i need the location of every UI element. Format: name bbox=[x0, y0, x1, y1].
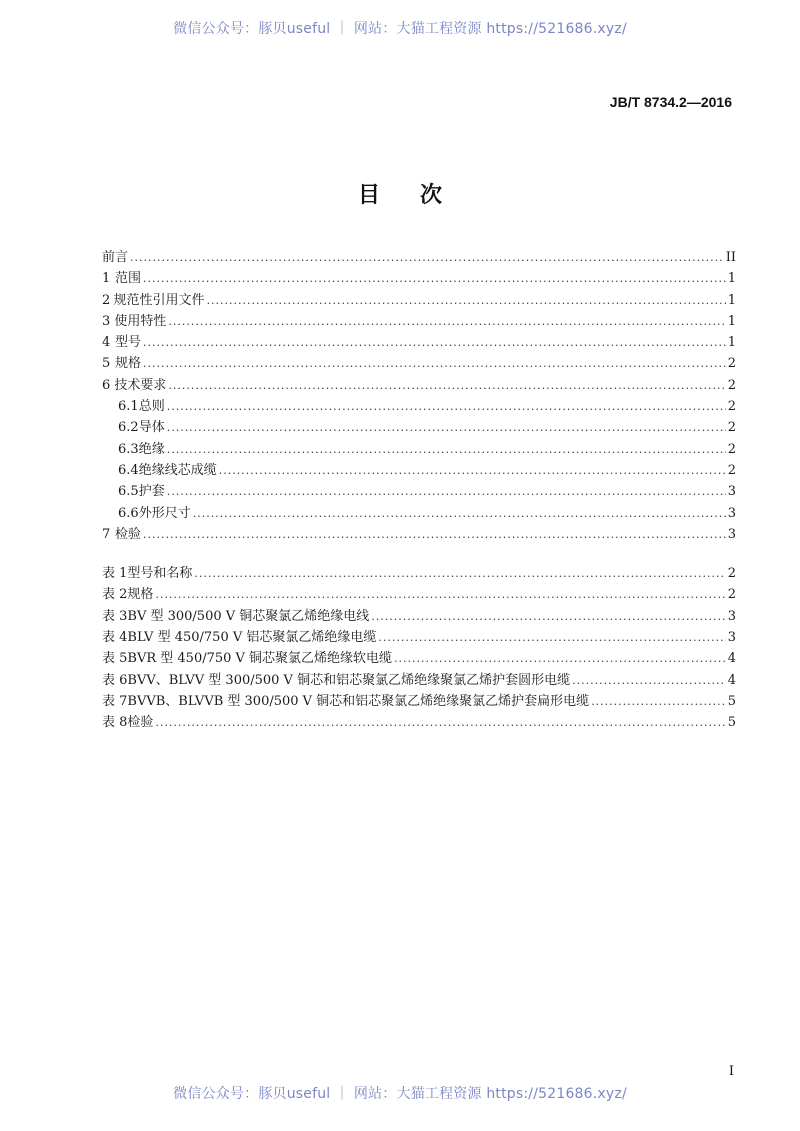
toc-leader-dots bbox=[572, 674, 726, 687]
toc-entry-number: 表 1 bbox=[102, 566, 128, 582]
page-number: I bbox=[728, 1064, 734, 1079]
toc-entry-number: 表 4 bbox=[102, 630, 128, 646]
toc-entry-label: 导体 bbox=[138, 420, 165, 436]
toc-leader-dots bbox=[207, 294, 726, 307]
toc-leader-dots bbox=[193, 507, 726, 520]
toc-entry-label: BVR 型 450/750 V 铜芯聚氯乙烯绝缘软电缆 bbox=[127, 651, 393, 667]
toc-entry-page: 3 bbox=[727, 526, 736, 542]
toc-entry-number: 1 bbox=[102, 271, 111, 287]
toc-entry[interactable] bbox=[102, 711, 736, 732]
toc-entry[interactable] bbox=[102, 416, 736, 437]
toc-entry-page: 1 bbox=[727, 335, 736, 351]
toc-entry-label: 规范性引用文件 bbox=[113, 292, 205, 308]
toc-entry[interactable] bbox=[102, 352, 736, 373]
toc-entry-number: 6.1 bbox=[118, 399, 139, 415]
toc-entry-number: 3 bbox=[102, 313, 111, 329]
toc-entry-label: 总则 bbox=[138, 399, 165, 415]
toc-entry[interactable] bbox=[102, 289, 736, 310]
toc-entry-number: 7 bbox=[102, 526, 111, 542]
toc-entry-page: 2 bbox=[727, 587, 736, 603]
toc-entry[interactable] bbox=[102, 331, 736, 352]
toc-entry-number: 5 bbox=[102, 356, 111, 372]
toc-entry[interactable] bbox=[102, 310, 736, 331]
toc-entry-number: 4 bbox=[102, 335, 111, 351]
toc-entry-label: 检验 bbox=[114, 526, 141, 542]
toc-entry-label: 范围 bbox=[114, 271, 141, 287]
toc-tables bbox=[102, 562, 736, 732]
toc-entry-label: 技术要求 bbox=[114, 377, 167, 393]
toc-entry-number: 6.3 bbox=[118, 441, 139, 457]
toc-leader-dots bbox=[591, 695, 726, 708]
toc-entry-number: 表 3 bbox=[102, 608, 128, 624]
toc-leader-dots bbox=[155, 588, 725, 601]
toc-entry-label: 外形尺寸 bbox=[138, 505, 191, 521]
toc-entry[interactable] bbox=[102, 562, 736, 583]
toc-entry-label: 型号 bbox=[114, 335, 141, 351]
standard-number: JB/T 8734.2—2016 bbox=[609, 94, 732, 110]
toc-entry-page: 2 bbox=[727, 356, 736, 372]
toc-entry-page: 3 bbox=[727, 630, 736, 646]
toc-entry-page: II bbox=[725, 250, 736, 265]
toc-entry[interactable] bbox=[102, 523, 736, 544]
toc-leader-dots bbox=[167, 485, 726, 498]
toc-entry-page: 2 bbox=[727, 462, 736, 478]
toc-leader-dots bbox=[155, 716, 725, 729]
toc-entry[interactable] bbox=[102, 605, 736, 626]
toc-leader-dots bbox=[394, 652, 726, 665]
toc-entry-number: 6.6 bbox=[118, 505, 139, 521]
page-title: 目次 bbox=[357, 183, 482, 208]
toc-sections bbox=[102, 246, 736, 544]
toc-leader-dots bbox=[194, 567, 725, 580]
toc-entry[interactable] bbox=[102, 647, 736, 668]
table-of-contents bbox=[102, 246, 736, 733]
toc-entry-label: 规格 bbox=[114, 356, 141, 372]
toc-entry-label: 规格 bbox=[127, 587, 154, 603]
toc-leader-dots bbox=[167, 421, 726, 434]
toc-entry[interactable] bbox=[102, 669, 736, 690]
toc-leader-dots bbox=[167, 400, 726, 413]
toc-entry-number: 2 bbox=[102, 292, 111, 308]
toc-leader-dots bbox=[143, 336, 726, 349]
toc-entry-page: 5 bbox=[727, 693, 736, 709]
toc-leader-dots bbox=[371, 610, 725, 623]
toc-leader-dots bbox=[167, 443, 726, 456]
toc-entry-page: 1 bbox=[727, 292, 736, 308]
toc-leader-dots bbox=[130, 251, 724, 264]
toc-entry-page: 1 bbox=[727, 313, 736, 329]
toc-entry-page: 2 bbox=[727, 377, 736, 393]
toc-leader-dots bbox=[219, 464, 726, 477]
toc-entry-label: 型号和名称 bbox=[127, 566, 193, 582]
toc-entry[interactable] bbox=[102, 438, 736, 459]
toc-entry[interactable] bbox=[102, 583, 736, 604]
toc-entry-page: 4 bbox=[727, 672, 736, 688]
toc-entry-number: 表 7 bbox=[102, 693, 128, 709]
toc-leader-dots bbox=[143, 272, 726, 285]
toc-entry-page: 3 bbox=[727, 505, 736, 521]
toc-entry-label: BVVB、BLVVB 型 300/500 V 铜芯和铝芯聚氯乙烯绝缘聚氯乙烯护套扁形电缆 bbox=[127, 693, 590, 709]
toc-entry[interactable] bbox=[102, 502, 736, 523]
toc-leader-dots bbox=[143, 528, 726, 541]
toc-entry-number: 表 5 bbox=[102, 651, 128, 667]
toc-entry[interactable] bbox=[102, 480, 736, 501]
toc-entry[interactable] bbox=[102, 374, 736, 395]
toc-entry-number: 6 bbox=[102, 377, 111, 393]
toc-entry-label: BVV、BLVV 型 300/500 V 铜芯和铝芯聚氯乙烯绝缘聚氯乙烯护套圆形电缆 bbox=[127, 672, 571, 688]
toc-entry-number: 表 6 bbox=[102, 672, 128, 688]
toc-entry-page: 2 bbox=[727, 441, 736, 457]
toc-entry[interactable] bbox=[102, 246, 736, 267]
toc-entry-label: 使用特性 bbox=[114, 313, 167, 329]
toc-leader-dots bbox=[168, 379, 725, 392]
toc-entry-page: 3 bbox=[727, 608, 736, 624]
toc-entry-number: 表 2 bbox=[102, 587, 128, 603]
toc-entry-number: 6.2 bbox=[118, 420, 139, 436]
toc-entry-label: 绝缘 bbox=[138, 441, 165, 457]
toc-entry-page: 5 bbox=[727, 715, 736, 731]
toc-entry-label: 护套 bbox=[138, 484, 165, 500]
toc-entry-label: 绝缘线芯成缆 bbox=[138, 462, 217, 478]
toc-entry-page: 2 bbox=[727, 399, 736, 415]
toc-entry[interactable] bbox=[102, 267, 736, 288]
toc-entry-label: BLV 型 450/750 V 铝芯聚氯乙烯绝缘电缆 bbox=[127, 630, 377, 646]
toc-entry[interactable] bbox=[102, 459, 736, 480]
toc-entry[interactable] bbox=[102, 626, 736, 647]
toc-entry-page: 4 bbox=[727, 651, 736, 667]
toc-entry-number: 6.4 bbox=[118, 462, 139, 478]
watermark-top: 微信公众号：豚贝useful ｜ 网站：大猫工程资源 https://521686.xyz/ bbox=[173, 21, 627, 37]
toc-entry-page: 3 bbox=[727, 484, 736, 500]
toc-entry-number: 6.5 bbox=[118, 484, 139, 500]
toc-entry-label: 检验 bbox=[127, 715, 154, 731]
toc-entry-page: 1 bbox=[727, 271, 736, 287]
toc-leader-dots bbox=[378, 631, 725, 644]
toc-entry-label: 前言 bbox=[102, 250, 129, 265]
toc-leader-dots bbox=[168, 315, 725, 328]
toc-entry-page: 2 bbox=[727, 566, 736, 582]
toc-entry-label: BV 型 300/500 V 铜芯聚氯乙烯绝缘电线 bbox=[127, 608, 370, 624]
toc-entry[interactable] bbox=[102, 395, 736, 416]
toc-entry-page: 2 bbox=[727, 420, 736, 436]
watermark-bottom: 微信公众号：豚贝useful ｜ 网站：大猫工程资源 https://521686.xyz/ bbox=[173, 1086, 627, 1102]
toc-separator bbox=[102, 544, 736, 562]
toc-leader-dots bbox=[143, 357, 726, 370]
toc-entry[interactable] bbox=[102, 690, 736, 711]
toc-entry-number: 表 8 bbox=[102, 715, 128, 731]
